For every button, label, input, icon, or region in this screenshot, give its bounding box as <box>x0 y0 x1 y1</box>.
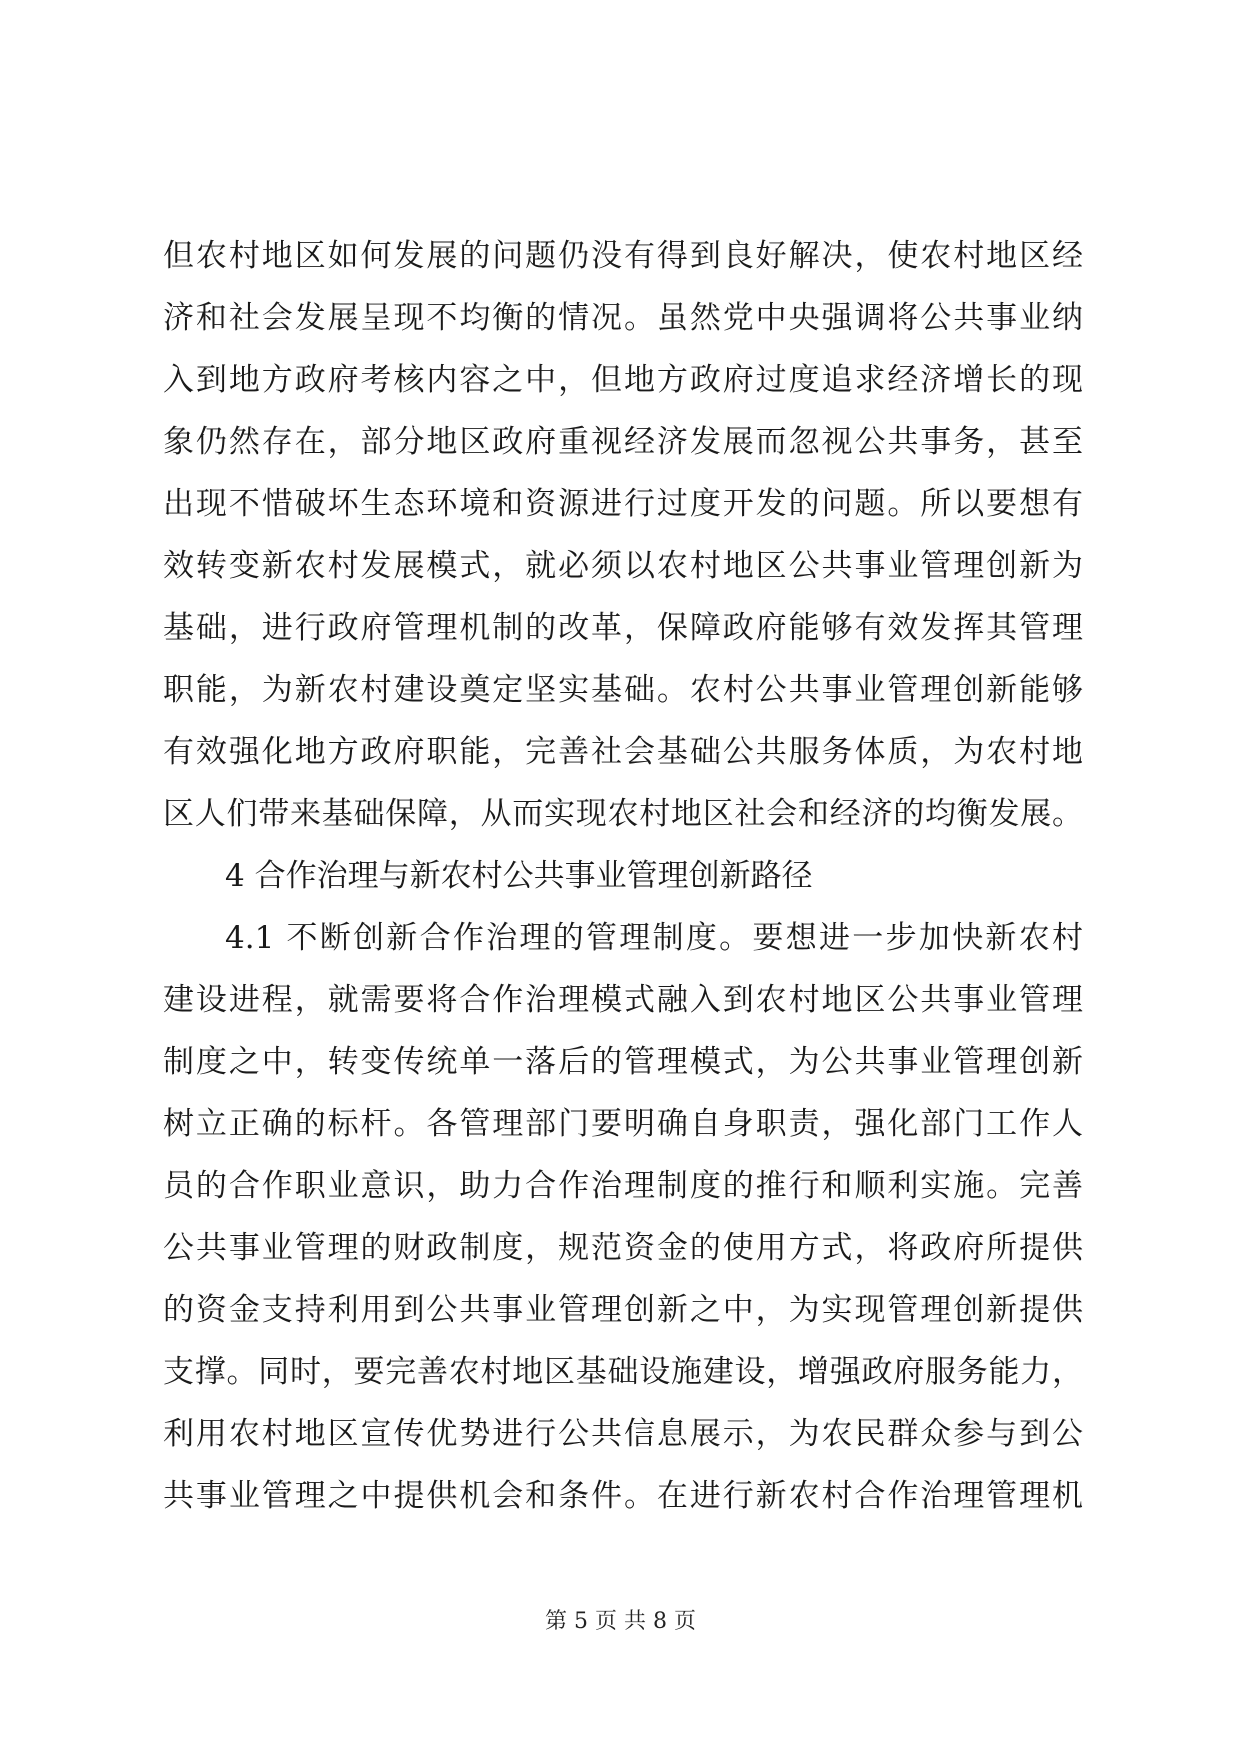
section-heading: 4 合作治理与新农村公共事业管理创新路径 <box>225 858 813 894</box>
paragraph-line: 有效强化地方政府职能，完善社会基础公共服务体质，为农村地 <box>163 734 1083 770</box>
paragraph-line: 共事业管理之中提供机会和条件。在进行新农村合作治理管理机 <box>163 1478 1083 1514</box>
body-text <box>163 225 1083 1527</box>
paragraph-line: 4.1 不断创新合作治理的管理制度。要想进一步加快新农村 <box>225 920 1083 956</box>
paragraph-line: 建设进程，就需要将合作治理模式融入到农村地区公共事业管理 <box>163 982 1083 1018</box>
paragraph-line: 支撑。同时，要完善农村地区基础设施建设，增强政府服务能力， <box>163 1354 1083 1390</box>
paragraph-line: 树立正确的标杆。各管理部门要明确自身职责，强化部门工作人 <box>163 1106 1083 1142</box>
paragraph-line: 效转变新农村发展模式，就必须以农村地区公共事业管理创新为 <box>163 548 1083 584</box>
paragraph-line: 公共事业管理的财政制度，规范资金的使用方式，将政府所提供 <box>163 1230 1083 1266</box>
paragraph-line: 入到地方政府考核内容之中，但地方政府过度追求经济增长的现 <box>163 362 1083 398</box>
paragraph-line: 基础，进行政府管理机制的改革，保障政府能够有效发挥其管理 <box>163 610 1083 646</box>
paragraph-line: 职能，为新农村建设奠定坚实基础。农村公共事业管理创新能够 <box>163 672 1083 708</box>
page-number-footer: 第 5 页 共 8 页 <box>545 1609 696 1634</box>
paragraph-line: 济和社会发展呈现不均衡的情况。虽然党中央强调将公共事业纳 <box>163 300 1083 336</box>
paragraph-line: 区人们带来基础保障，从而实现农村地区社会和经济的均衡发展。 <box>163 796 1083 832</box>
paragraph-line: 员的合作职业意识，助力合作治理制度的推行和顺利实施。完善 <box>163 1168 1083 1204</box>
paragraph-line: 但农村地区如何发展的问题仍没有得到良好解决，使农村地区经 <box>163 238 1083 274</box>
paragraph-line: 利用农村地区宣传优势进行公共信息展示，为农民群众参与到公 <box>163 1416 1083 1452</box>
paragraph-line: 象仍然存在，部分地区政府重视经济发展而忽视公共事务，甚至 <box>163 424 1083 460</box>
paragraph-line: 的资金支持利用到公共事业管理创新之中，为实现管理创新提供 <box>163 1292 1083 1328</box>
paragraph-line: 制度之中，转变传统单一落后的管理模式，为公共事业管理创新 <box>163 1044 1083 1080</box>
paragraph-line: 出现不惜破坏生态环境和资源进行过度开发的问题。所以要想有 <box>163 486 1083 522</box>
